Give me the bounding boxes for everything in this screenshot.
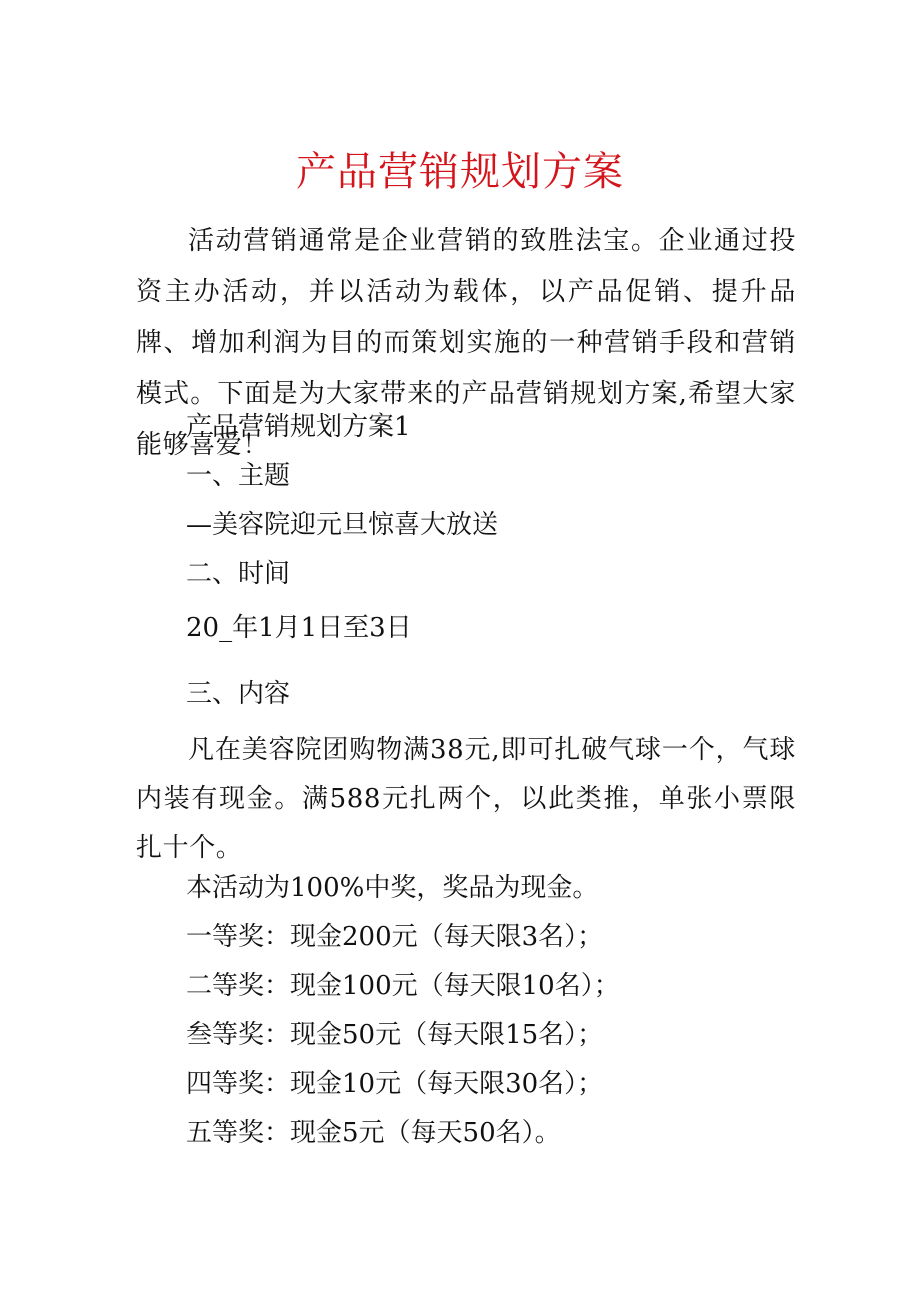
- prize-item-1: 一等奖：现金200元（每天限3名）；: [186, 922, 604, 952]
- plan-heading: 产品营销规划方案1: [186, 412, 411, 442]
- prize-item-3: 叁等奖：现金50元（每天限15名）；: [186, 1020, 604, 1050]
- theme-text: —美容院迎元旦惊喜大放送: [186, 510, 499, 540]
- prize-item-4: 四等奖：现金10元（每天限30名）；: [186, 1069, 604, 1099]
- section-heading-time: 二、时间: [186, 559, 291, 589]
- prize-note: 本活动为100%中奖，奖品为现金。: [186, 873, 599, 903]
- prize-item-5: 五等奖：现金5元（每天50名）。: [186, 1118, 561, 1148]
- date-text: 20_年1月1日至3日: [186, 613, 412, 643]
- prize-item-2: 二等奖：现金100元（每天限10名）；: [186, 971, 620, 1001]
- intro-paragraph: 活动营销通常是企业营销的致胜法宝。企业通过投资主办活动，并以活动为载体，以产品促销、提升品牌、增加利润为目的而策划实施的一种营销手段和营销模式。下面是为大家带来的产品营销规划方案,希望大家能够喜爱！: [136, 226, 796, 460]
- section-heading-content: 三、内容: [186, 679, 291, 709]
- document-title: 产品营销规划方案: [296, 149, 624, 195]
- rule-paragraph: 凡在美容院团购物满38元,即可扎破气球一个，气球内装有现金。满588元扎两个，以此类推，单张小票限扎十个。: [136, 735, 796, 863]
- section-heading-theme: 一、主题: [186, 461, 291, 491]
